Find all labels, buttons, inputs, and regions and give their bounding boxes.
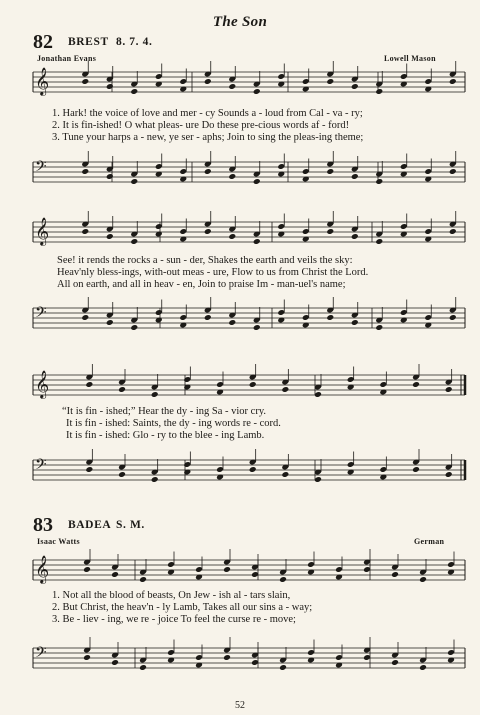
note-head [183,384,191,391]
hymn-83-verse-1: 1. Not all the blood of beasts, On Jew - ish al - tars slain, [52,590,291,601]
page-header: The Son [212,14,268,30]
note-head [307,569,315,576]
note-head [151,391,159,398]
note-head [412,466,420,473]
hymn-82-verse-2-line-2: Heav'nly bless-ings, with-out meas - ure, Flow to us from Christ the Lord. [57,267,369,278]
hymn-82-verse-1-line-1: 1. Hark! the voice of love and mer - cy Sounds a - loud from Cal - va - ry; [52,108,363,119]
note-head [379,389,387,396]
treble-clef-icon: 𝄞 [35,555,50,583]
note-head [204,314,212,321]
note-head [400,171,408,178]
hymn-83-verse-2: 2. But Christ, the heav'n - ly Lamb, Takes all our sins a - way; [52,602,313,613]
bass-clef-icon: 𝄢 [35,158,47,179]
note-head [81,78,89,85]
note-head [391,659,399,666]
note-head [302,236,310,243]
treble-clef-icon: 𝄞 [35,67,50,95]
note-head [375,324,383,331]
note-head [419,576,427,583]
note-head [424,322,432,329]
hymn-82-verse-2-line-3: It is fin - ished: Saints, the dy - ing words re - cord. [66,418,281,429]
note-head [106,83,114,90]
note-head [449,78,457,85]
bass-clef-icon: 𝄢 [35,644,47,665]
note-head [253,324,261,331]
note-head [424,176,432,183]
note-head [83,566,91,573]
hymn-83-verse-3: 3. Be - liev - ing, we re - joice To feel the curse re - move; [52,614,296,625]
note-head [419,664,427,671]
note-head [151,476,159,483]
note-head [118,386,126,393]
hymn-83-tune-name: BADEA [68,519,112,531]
hymn-83-composer: German [414,537,445,546]
note-head [449,314,457,321]
note-head [253,238,261,245]
note-head [179,322,187,329]
note-head [445,386,453,393]
note-head [391,571,399,578]
page-number: 52 [235,700,245,711]
hymn-82-verse-3-line-2: All on earth, and all in heav - en, Join to praise Im - man-uel's name; [57,279,346,290]
note-head [277,81,285,88]
note-head [326,228,334,235]
note-head [279,664,287,671]
note-head [375,88,383,95]
note-head [216,474,224,481]
note-head [307,657,315,664]
note-head [326,314,334,321]
note-head [130,324,138,331]
note-head [449,168,457,175]
note-head [379,474,387,481]
note-head [351,83,359,90]
note-head [400,231,408,238]
note-head [223,566,231,573]
note-head [223,654,231,661]
note-head [118,471,126,478]
note-head [130,238,138,245]
note-head [106,319,114,326]
hymn-82-verse-1-line-3: “It is fin - ished;” Hear the dy - ing Sa - vior cry. [62,406,267,417]
hymn-82-meter: 8. 7. 4. [116,36,153,48]
note-head [281,386,289,393]
note-head [249,381,257,388]
treble-clef-icon: 𝄞 [35,217,50,245]
note-head [228,233,236,240]
hymn-82-number: 82 [33,31,53,53]
note-head [106,233,114,240]
note-head [228,83,236,90]
treble-clef-icon: 𝄞 [35,370,50,398]
note-head [424,86,432,93]
note-head [183,469,191,476]
note-head [335,574,343,581]
note-head [351,319,359,326]
note-head [216,389,224,396]
note-head [204,78,212,85]
note-head [449,228,457,235]
note-head [130,178,138,185]
note-head [85,466,93,473]
note-head [412,381,420,388]
hymn-82-verse-3-line-1: 3. Tune your harps a - new, ye ser - aphs; Join to sing the pleas-ing theme; [52,132,364,143]
note-head [447,569,455,576]
bass-clef-icon: 𝄢 [35,304,47,325]
note-head [277,231,285,238]
note-head [111,659,119,666]
note-head [400,81,408,88]
note-head [106,173,114,180]
hymn-82-composer: Lowell Mason [384,54,436,63]
note-head [445,471,453,478]
note-head [375,238,383,245]
note-head [375,178,383,185]
note-head [351,233,359,240]
note-head [279,576,287,583]
note-head [83,654,91,661]
note-head [155,171,163,178]
note-head [302,86,310,93]
hymn-83-number: 83 [33,514,53,536]
note-head [326,168,334,175]
note-head [204,228,212,235]
note-head [195,662,203,669]
note-head [347,469,355,476]
note-head [155,81,163,88]
note-head [111,571,119,578]
note-head [155,231,163,238]
hymn-82-verse-1-line-2: See! it rends the rocks a - sun - der, Shakes the earth and veils the sky: [57,255,353,266]
note-head [326,78,334,85]
note-head [81,168,89,175]
note-head [179,86,187,93]
note-head [347,384,355,391]
note-head [281,471,289,478]
note-head [302,322,310,329]
note-head [130,88,138,95]
hymn-83-author: Isaac Watts [37,537,80,546]
note-head [139,576,147,583]
note-head [155,317,163,324]
hymn-82-tune-name: BREST [68,36,109,48]
note-head [335,662,343,669]
note-head [228,319,236,326]
note-head [253,178,261,185]
note-head [400,317,408,324]
bass-clef-icon: 𝄢 [35,456,47,477]
note-head [85,381,93,388]
note-head [249,466,257,473]
note-head [167,657,175,664]
note-head [253,88,261,95]
note-head [228,173,236,180]
note-head [447,657,455,664]
hymn-83-meter: S. M. [116,519,145,531]
note-head [424,236,432,243]
note-head [139,664,147,671]
hymn-82-verse-2-line-1: 2. It is fin-ished! O what pleas- ure Do these pre-cious words af - ford! [52,120,350,131]
note-head [179,236,187,243]
note-head [195,574,203,581]
note-head [204,168,212,175]
note-head [277,317,285,324]
note-head [81,314,89,321]
note-head [302,176,310,183]
note-head [167,569,175,576]
note-head [179,176,187,183]
note-head [351,173,359,180]
hymn-82-verse-3-line-3: It is fin - ished: Glo - ry to the blee - ing Lamb. [66,430,265,441]
note-head [81,228,89,235]
note-head [277,171,285,178]
hymn-82-author: Jonathan Evans [37,54,97,63]
